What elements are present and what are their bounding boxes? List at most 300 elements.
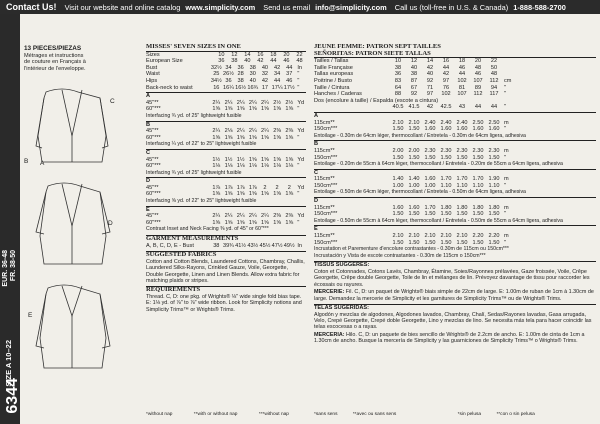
size-row <box>314 71 596 78</box>
cell-value: 81 <box>458 84 466 91</box>
view-section-header: C <box>314 169 596 177</box>
cell-value: 1½ <box>212 156 221 163</box>
cell-value: 1⅝ <box>236 191 245 198</box>
cell-value: 46 <box>458 64 466 71</box>
cell-value: 1.50 <box>440 239 452 246</box>
cell-value: 1.50 <box>424 154 436 161</box>
row-label: 115cm** <box>314 204 335 211</box>
cell-unit: " <box>504 126 506 133</box>
view-label-b: B <box>24 158 29 165</box>
cell-value: 102 <box>457 77 467 84</box>
cell-value: 107 <box>473 77 483 84</box>
cell-value: 16 <box>257 51 264 58</box>
cell-value: 41½ <box>235 242 247 249</box>
row-label: 150cm*** <box>314 211 338 218</box>
cell-value: 107 <box>457 91 467 98</box>
mercerie-title: MERCERIE: <box>314 289 345 296</box>
cell-value: 2.50 <box>488 119 500 126</box>
send-email-text: Send us email <box>263 3 311 12</box>
cell-value: 40.5 <box>392 104 404 111</box>
cell-value: 26½ <box>223 71 234 78</box>
tissus-block <box>314 261 596 269</box>
cell-value: 1.50 <box>456 211 468 218</box>
cell-value: 1⅝ <box>273 219 281 226</box>
view-label-a: A <box>40 160 45 167</box>
cell-value: 2¼ <box>248 213 257 220</box>
cell-value: 44 <box>442 64 450 71</box>
cell-value: 1.80 <box>456 204 468 211</box>
cell-value: 102 <box>441 91 451 98</box>
row-label: Hips <box>146 77 158 84</box>
cell-value: 1.50 <box>440 154 452 161</box>
cell-value: 32½ <box>210 64 222 71</box>
cell-value: 97 <box>442 77 450 84</box>
row-label: Hanches / Caderas <box>314 91 362 98</box>
cell-value: 40 <box>249 77 256 84</box>
pieces-line-3: l'intérieur de l'enveloppe. <box>24 65 86 72</box>
cell-value: 36 <box>394 71 402 78</box>
cell-unit: " <box>297 219 300 226</box>
cell-value: 1⅝ <box>248 134 257 141</box>
cell-value: 32 <box>261 71 269 78</box>
interfacing-note: Incrustación y Vista de escote contrastantes - 0.30m de 115cm o 150cm*** <box>314 252 486 259</box>
cell-value: 117 <box>489 91 499 98</box>
cell-value: 2¼ <box>236 128 245 135</box>
phone-number[interactable]: 1-888-588-2700 <box>513 3 566 12</box>
foot-fr-1: *sans sens <box>314 412 338 417</box>
cell-value: 42 <box>257 58 264 65</box>
cell-unit: " <box>297 134 300 141</box>
cell-value: 1.50 <box>440 211 452 218</box>
cell-value: 76 <box>442 84 450 91</box>
yardage-row <box>314 211 596 218</box>
cell-value: 1.40 <box>392 176 404 183</box>
cell-value: 28 <box>237 71 244 78</box>
cell-value: 2.10 <box>392 233 404 240</box>
row-label: 115cm** <box>314 176 335 183</box>
cell-value: 12 <box>231 51 238 58</box>
row-label: 115cm** <box>314 233 335 240</box>
cell-value: 2.30 <box>456 147 468 154</box>
cell-value: 1.50 <box>392 154 404 161</box>
cell-value: 1.60 <box>392 204 404 211</box>
cell-unit: " <box>504 104 506 111</box>
foot-es-1: *sin pelusa <box>457 412 482 417</box>
cell-value: 14 <box>244 51 251 58</box>
row-label: 45"** <box>146 184 159 191</box>
cell-value: 18 <box>458 58 466 65</box>
foot-3: ***without nap <box>258 412 289 417</box>
cell-value: 46 <box>474 71 482 78</box>
view-section-header: E <box>146 206 306 214</box>
cell-value: 1.00 <box>424 182 436 189</box>
cell-value: 1.70 <box>456 176 468 183</box>
cell-unit: Yd <box>297 156 305 163</box>
view-section-header: A <box>146 92 306 100</box>
email-link[interactable]: info@simplicity.com <box>315 3 387 12</box>
cell-value: 34 <box>273 71 281 78</box>
cell-value: 112 <box>473 91 483 98</box>
cell-value: 42 <box>442 71 450 78</box>
size-row <box>314 104 596 111</box>
cell-value: 20 <box>474 58 482 65</box>
cell-value: 2 <box>287 184 291 191</box>
interfacing-note: Entoilage - 0.20m de 55cm à 64cm léger, thermocollant / Entretela - 0.20m de 55cm a 64cm ligera, adhesiva <box>314 161 563 168</box>
cell-value: 40 <box>410 64 418 71</box>
row-label: Dos (encolure à taille) / Espalda (escote a cintura) <box>314 97 439 104</box>
cell-value: 36 <box>237 64 244 71</box>
cell-value: 1⅝ <box>224 191 233 198</box>
cell-value: 18 <box>270 51 277 58</box>
eur-size-label: EUR. 36-48 <box>2 250 9 287</box>
pattern-number: 6344 <box>4 378 21 414</box>
cell-value: 46 <box>286 77 293 84</box>
cell-value: 1⅛ <box>261 163 269 170</box>
cell-value: 14 <box>426 58 434 65</box>
cell-value: 44 <box>270 58 277 65</box>
interfacing-note: Entoilage - 0.50m de 64cm léger, thermocollant / Entretela - 0.50m de 64cm ligera, adhesiva <box>314 189 526 196</box>
yardage-row <box>146 128 306 135</box>
cell-value: 1⅞ <box>212 184 221 191</box>
cell-value: 1.50 <box>392 239 404 246</box>
cell-value: 43 <box>458 104 466 111</box>
cell-value: 2¼ <box>224 213 233 220</box>
contact-bar <box>0 0 600 14</box>
cell-value: 42 <box>426 64 434 71</box>
cell-value: 2.30 <box>472 147 484 154</box>
row-label: 45"** <box>146 128 159 135</box>
cell-value: 39¾ <box>223 242 234 249</box>
cell-value: 10 <box>394 58 402 65</box>
row-label: 45"** <box>146 213 159 220</box>
cell-value: 67 <box>410 84 418 91</box>
cell-value: 20 <box>283 51 290 58</box>
interfacing-note: Interfacing ⅝ yd. of 22" to 25" lightweight fusible <box>146 198 257 205</box>
cell-value: 1⅝ <box>285 191 294 198</box>
cell-value: 1⅝ <box>261 106 269 113</box>
cell-value: 2¼ <box>212 99 221 106</box>
cell-value: 1⅞ <box>248 184 257 191</box>
cell-value: 2.20 <box>472 233 484 240</box>
yardage-row <box>314 155 596 162</box>
cell-unit: " <box>297 163 300 170</box>
yardage-row <box>314 183 596 190</box>
cell-value: 38 <box>394 64 402 71</box>
cell-value: 2½ <box>285 99 294 106</box>
cell-value: 16¾ <box>247 84 259 91</box>
cell-value: 1.60 <box>424 126 436 133</box>
telas-title: TELAS SUGERIDAS: <box>314 305 370 312</box>
cell-unit: In <box>297 242 302 249</box>
cell-unit: " <box>297 84 300 91</box>
french-spanish-size-table <box>314 44 596 345</box>
view-label-c: C <box>110 98 115 105</box>
cell-value: 1.60 <box>424 176 436 183</box>
cell-value: 89 <box>474 84 482 91</box>
cell-value: 25 <box>213 71 220 78</box>
cell-value: 64 <box>394 84 402 91</box>
cell-value: 1.50 <box>472 154 484 161</box>
cell-value: 1⅝ <box>285 219 294 226</box>
cell-unit: Yd <box>297 184 305 191</box>
cell-unit: " <box>297 191 300 198</box>
mercerie-text: Fil. C, D: un paquet de Wrights® biais simple de 22cm de large. E: 1.00m de ruban de 1cm à 1.30cm de large. Demandez la mercerie de Simplicity et les garnitures de Simplicity Trims™ ou de Wrights® Trims. <box>314 289 594 302</box>
view-section-header: B <box>314 140 596 148</box>
pieces-block <box>24 46 114 72</box>
cell-value: 40 <box>426 71 434 78</box>
cell-value: 1⅛ <box>236 163 245 170</box>
pieces-line-2: de couture en Français à <box>24 59 86 66</box>
cell-value: 2.30 <box>440 147 452 154</box>
cell-value: 1⅝ <box>236 219 245 226</box>
cell-value: 1⅝ <box>212 134 221 141</box>
cell-unit: " <box>297 71 300 78</box>
interfacing-note: Interfacing ¼ yd. of 22" to 25" lightweight fusible <box>146 141 257 148</box>
cell-value: 44 <box>286 64 293 71</box>
cell-value: 47½ <box>271 242 283 249</box>
cell-value: 94 <box>490 84 498 91</box>
telas-text: Algodón y mezclas de algodones, Algodones lavados, Chambray, Chalí, Sedas/Rayones lavadas, Gasa arrugada, Velo, Crepé Georgette, Crepé doble Georgette, Lino y mezclas de lino. Se necesita más tela para hacer coincidir las telas escocesas o a rayas. <box>314 311 592 331</box>
cell-unit: Yd <box>297 128 305 135</box>
row-label: 150cm*** <box>314 182 338 189</box>
cell-value: 10 <box>218 51 225 58</box>
cell-value: 1.50 <box>488 154 500 161</box>
tissus-title: TISSUS SUGGERES: <box>314 262 370 269</box>
yardage-row <box>314 148 596 155</box>
yardage-row <box>314 240 596 247</box>
cell-value: 1⅝ <box>224 106 233 113</box>
pieces-title: 13 PIECES/PIEZAS <box>24 45 82 52</box>
row-label: Tallas europeas <box>314 71 354 78</box>
view-label-d: D <box>108 220 113 227</box>
cell-value: 1½ <box>224 156 233 163</box>
row-label: 150cm*** <box>314 239 338 246</box>
cell-value: 1.70 <box>424 204 436 211</box>
spanish-title: SEÑORITAS: PATRON SIETE TALLAS <box>314 51 596 59</box>
interfacing-note: Contrast Inset and Neck Facing ⅜ yd. of 45" or 60"*** <box>146 226 269 233</box>
size-row <box>314 58 596 65</box>
cell-value: 1.00 <box>408 182 420 189</box>
cell-unit: m <box>504 176 509 183</box>
cell-value: 49½ <box>283 242 295 249</box>
row-label: Taille / Cintura <box>314 84 350 91</box>
cell-value: 2⅜ <box>273 213 281 220</box>
cell-value: 1.50 <box>408 239 420 246</box>
cell-value: 22 <box>490 58 498 65</box>
cell-value: 1.70 <box>472 176 484 183</box>
cell-value: 2⅜ <box>273 128 281 135</box>
size-range-label: SIZE A 10–22 <box>4 340 13 387</box>
row-label: 60"*** <box>146 191 161 198</box>
cell-value: 2½ <box>273 99 281 106</box>
cell-value: 1.50 <box>408 211 420 218</box>
cell-value: 1⅛ <box>273 163 281 170</box>
cell-value: 2¼ <box>248 99 257 106</box>
yardage-row <box>146 157 306 164</box>
cell-value: 71 <box>426 84 434 91</box>
technical-sketches <box>22 76 142 394</box>
row-label: 60"*** <box>146 134 161 141</box>
size-row <box>314 65 596 72</box>
cell-value: 45½ <box>259 242 271 249</box>
row-label: 150cm*** <box>314 154 338 161</box>
cell-value: 1⅞ <box>224 184 233 191</box>
cell-value: 17¼ <box>271 84 283 91</box>
cell-unit: m <box>504 233 509 240</box>
cell-value: 42 <box>426 104 434 111</box>
cell-value: 2.10 <box>440 233 452 240</box>
cell-value: 1⅝ <box>261 134 269 141</box>
cell-value: 16½ <box>235 84 247 91</box>
fr-size-label: FR. 38-50 <box>10 250 17 282</box>
fabrics-title: SUGGESTED FABRICS <box>146 251 306 259</box>
cell-value: 44 <box>490 104 498 111</box>
contact-us-title: Contact Us! <box>6 2 57 12</box>
cell-value: 1⅛ <box>224 163 233 170</box>
requirements-text: Thread. C, D: one pkg. of Wrights® ⅛" wide single fold bias tape. E: 1⅛ yd. of ⅞" to ⅞" wide ribbon. Look for Simplicity notions and Simplicity Trims™ or Wrights® Trims. <box>146 294 302 313</box>
website-link[interactable]: www.simplicity.com <box>185 3 256 12</box>
size-row <box>314 98 596 105</box>
cell-value: 1.50 <box>408 126 420 133</box>
row-label: Sizes <box>146 51 160 58</box>
cell-value: 1.90 <box>488 176 500 183</box>
row-label: 45"** <box>146 99 159 106</box>
row-label: 115cm** <box>314 147 335 154</box>
cell-value: 42 <box>261 77 269 84</box>
cell-value: 1⅞ <box>236 184 245 191</box>
interfacing-note: Entoilage - 0.30m de 64cm léger, thermocollant / Entretela - 0.30m de 64cm ligera, adhesiva <box>314 132 526 139</box>
cell-value: 2⅛ <box>224 128 233 135</box>
cell-value: 1.50 <box>488 239 500 246</box>
cell-value: 16 <box>213 84 220 91</box>
cell-value: 1.50 <box>488 211 500 218</box>
cell-value: 1.60 <box>440 126 452 133</box>
cell-value: 1⅝ <box>273 134 281 141</box>
cell-value: 1⅝ <box>224 134 233 141</box>
cell-value: 2.10 <box>408 233 420 240</box>
cell-value: 1.50 <box>424 211 436 218</box>
cell-value: 42.5 <box>440 104 452 111</box>
cell-unit: m <box>504 147 509 154</box>
cell-unit: " <box>504 182 506 189</box>
pieces-line-1: Métrages et instructions <box>24 52 84 59</box>
cell-unit: " <box>504 91 506 98</box>
cell-value: 1⅝ <box>224 219 233 226</box>
size-row <box>314 85 596 92</box>
size-row <box>146 78 306 85</box>
cell-value: 2 <box>263 184 267 191</box>
row-label: 60"*** <box>146 163 161 170</box>
yardage-row <box>146 220 306 227</box>
row-label: Poitrine / Busto <box>314 77 352 84</box>
cell-value: 22 <box>296 51 303 58</box>
cell-value: 38 <box>249 64 256 71</box>
interfacing-note: Interfacing ¾ yd. of 25" lightweight fusible <box>146 169 242 176</box>
cell-value: 48 <box>296 58 303 65</box>
row-label: 115cm** <box>314 119 335 126</box>
cell-value: 1⅝ <box>248 219 257 226</box>
size-labels-block <box>2 250 18 328</box>
cell-value: 1.40 <box>408 176 420 183</box>
cell-value: 1.50 <box>392 211 404 218</box>
row-label: A, B, C, D, E - Bust <box>146 242 194 249</box>
visit-text: Visit our website and online catalog <box>64 3 181 12</box>
view-section-header: C <box>146 149 306 157</box>
cell-value: 34 <box>225 64 232 71</box>
cell-value: 2¼ <box>261 213 269 220</box>
cell-value: 2.10 <box>456 233 468 240</box>
row-label: Waist <box>146 71 160 78</box>
row-label: Tailles / Tallas <box>314 58 349 65</box>
cell-value: 1.50 <box>472 211 484 218</box>
cell-value: 1⅝ <box>212 106 221 113</box>
cell-value: 2 <box>275 184 279 191</box>
row-label: 150cm*** <box>314 126 338 133</box>
view-section-header: D <box>146 177 306 185</box>
cell-value: 12 <box>410 58 418 65</box>
size-row <box>146 52 306 59</box>
misses-size-table <box>146 44 306 313</box>
merceria-text: Hilo. C, D: un paquete de bies sencillo de Wrights® de 2.2cm de ancho. E: 1.00m de cinta de 1cm a 1.30cm de ancho. Busque la mercería de Simplicity y las guarniciones de Simplicity Trims™ o Wrights® Trims. <box>314 331 585 345</box>
cell-value: 1.80 <box>488 204 500 211</box>
cell-unit: " <box>504 84 506 91</box>
merceria-title: MERCERIA: <box>314 331 345 338</box>
cell-value: 17½ <box>283 84 295 91</box>
telas-block <box>314 304 596 312</box>
cell-value: 46 <box>283 58 290 65</box>
cell-value: 40 <box>261 64 269 71</box>
cell-value: 1⅝ <box>273 106 281 113</box>
cell-value: 2.40 <box>456 119 468 126</box>
cell-value: 1.10 <box>456 182 468 189</box>
yardage-row <box>146 163 306 170</box>
cell-value: 1.10 <box>472 182 484 189</box>
cell-value: 1.80 <box>440 204 452 211</box>
interfacing-note: Incrustation et Parementure d'encolure contrastantes - 0.30m de 115cm ou 150cm*** <box>314 246 509 253</box>
cell-value: 34½ <box>210 77 222 84</box>
cell-value: 38 <box>410 71 418 78</box>
cell-unit: " <box>504 211 506 218</box>
cell-value: 2.50 <box>472 119 484 126</box>
footnotes-english <box>146 412 289 417</box>
cell-value: 30 <box>249 71 256 78</box>
cell-value: 41.5 <box>408 104 420 111</box>
cell-unit: " <box>297 106 300 113</box>
cell-unit: " <box>504 154 506 161</box>
cell-unit: Yd <box>297 213 305 220</box>
foot-es-2: **con o sin pelusa <box>496 412 535 417</box>
cell-value: 1.60 <box>472 126 484 133</box>
yardage-row <box>314 120 596 127</box>
cell-value: 1⅝ <box>261 219 269 226</box>
cell-value: 2.00 <box>408 147 420 154</box>
fabrics-text: Cotton and Cotton Blends, Laundered Cottons, Chambray, Challis, Laundered Silks-Rayons, Crinkled Gauze, Voile, Georgette, Double Georgette, Linen and Linen Blends. Allow extra fabric for matching plaids or stripes. <box>146 258 305 285</box>
cell-value: 1⅝ <box>261 156 269 163</box>
yardage-row <box>146 191 306 198</box>
yardage-row <box>314 205 596 212</box>
cell-unit: cm <box>504 77 512 84</box>
tissus-text: Coton et Cotonnades, Cotons Lavés, Chambray, Étamine, Soies/Rayonnes prélavées, Gaze froissée, Voile, Crêpe Georgette, Crêpe double Georgette, Toile de lin et mélanges de lin. Prévoyez davantage de tissu pour raccorder les écossais ou rayures. <box>314 269 590 288</box>
cell-value: 36 <box>225 77 232 84</box>
cell-value: 17 <box>261 84 269 91</box>
cell-unit: " <box>504 239 506 246</box>
cell-value: 83 <box>394 77 402 84</box>
cell-value: 1.10 <box>440 182 452 189</box>
cell-value: 1⅝ <box>248 106 257 113</box>
misses-title: MISSES' SEVEN SIZES IN ONE <box>146 44 306 52</box>
cell-value: 2.20 <box>488 233 500 240</box>
footnotes-french <box>314 412 535 417</box>
